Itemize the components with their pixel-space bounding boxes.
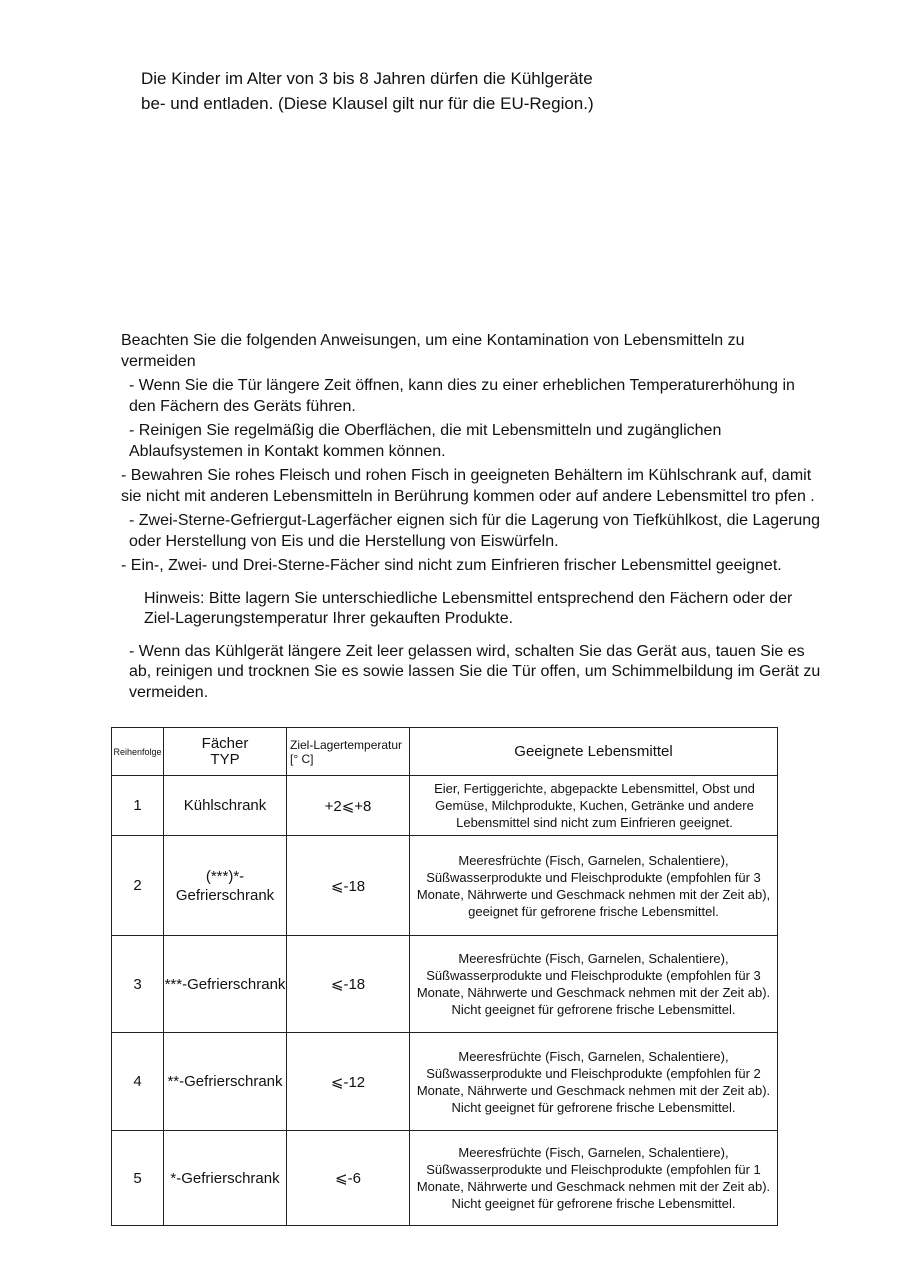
notes-heading: Beachten Sie die folgenden Anweisungen, um eine Kontamination von Lebensmitteln zu vermeiden [121,332,745,370]
row-type: Kühlschrank [164,776,287,836]
row-food: Meeresfrüchte (Fisch, Garnelen, Schalentiere), Süßwasserprodukte und Fleischprodukte (empfohlen für 2 Monate, Nährwerte und Geschmack nehmen mit der Zeit ab). Nicht geeignet für gefrorene frische Lebensmittel. [410,1033,778,1131]
note-item: - Wenn das Kühlgerät längere Zeit leer gelassen wird, schalten Sie das Gerät aus, tauen Sie es ab, reinigen und trocknen Sie es sowie lassen Sie die Tür offen, um Schimmelbildung im Gerät zu vermeiden. [129,642,821,701]
row-temperature: ⩽-6 [287,1131,410,1226]
row-food: Meeresfrüchte (Fisch, Garnelen, Schalentiere), Süßwasserprodukte und Fleischprodukte (empfohlen für 3 Monate, Nährwerte und Geschmack nehmen mit der Zeit ab). Nicht geeignet für gefrorene frische Lebensmittel. [410,936,778,1033]
table-row [112,1131,778,1226]
note-item: - Zwei-Sterne-Gefriergut-Lagerfächer eignen sich für die Lagerung von Tiefkühlkost, die Lagerung oder Herstellung von Eis und die Herstellung von Eiswürfeln. [129,512,821,550]
intro-line: be- und entladen. (Diese Klausel gilt nur für die EU-Region.) [141,94,594,113]
note-item: - Reinigen Sie regelmäßig die Oberflächen, die mit Lebensmitteln und zugänglichen Ablaufsystemen in Kontakt kommen können. [129,422,722,460]
row-number: 2 [112,836,164,936]
table-row [112,1033,778,1131]
header-food: Geeignete Lebensmittel [410,728,778,776]
header-temperature [287,728,410,776]
row-number: 5 [112,1131,164,1226]
row-temperature: +2⩽+8 [287,776,410,836]
header-type [164,728,287,776]
row-type: ***-Gefrierschrank [164,936,287,1033]
row-temperature: ⩽-18 [287,936,410,1033]
row-temperature: ⩽-18 [287,836,410,936]
row-number: 4 [112,1033,164,1131]
row-type: **-Gefrierschrank [164,1033,287,1131]
row-type [164,836,287,936]
header-sequence: Reihenfolge [112,728,164,776]
row-temperature: ⩽-12 [287,1033,410,1131]
row-food: Meeresfrüchte (Fisch, Garnelen, Schalentiere), Süßwasserprodukte und Fleischprodukte (empfohlen für 3 Monate, Nährwerte und Geschmack nehmen mit der Zeit ab), geeignet für gefrorene frische Lebensmittel. [410,836,778,936]
contamination-notes [121,331,821,707]
row-number: 1 [112,776,164,836]
row-food: Eier, Fertiggerichte, abgepackte Lebensmittel, Obst und Gemüse, Milchprodukte, Kuchen, Getränke und andere Lebensmittel sind nicht zum Einfrieren geeignet. [410,776,778,836]
header-type-line: TYP [210,750,240,768]
row-food: Meeresfrüchte (Fisch, Garnelen, Schalentiere), Süßwasserprodukte und Fleischprodukte (empfohlen für 1 Monate, Nährwerte und Geschmack nehmen mit der Zeit ab). Nicht geeignet für gefrorene frische Lebensmittel. [410,1131,778,1226]
table-row [112,776,778,836]
table-row [112,836,778,936]
note-hint: Hinweis: Bitte lagern Sie unterschiedliche Lebensmittel entsprechend den Fächern oder der Ziel-Lagerungstemperatur Ihrer gekauften Produkte. [144,589,793,627]
intro-text [141,66,701,116]
row-type-line: (***)*- [205,867,245,885]
note-item: - Bewahren Sie rohes Fleisch und rohen Fisch in geeigneten Behältern im Kühlschrank auf, damit sie nicht mit anderen Lebensmitteln in Berührung kommen oder auf andere Lebensmittel tro pfen . [121,467,815,505]
table-header-row [112,728,778,776]
table-row [112,936,778,1033]
header-temp-line: Ziel-Lagertemperatur [290,737,403,752]
header-temp-line: [° C] [290,751,314,766]
note-item: - Ein-, Zwei- und Drei-Sterne-Fächer sind nicht zum Einfrieren frischer Lebensmittel geeignet. [121,557,782,574]
header-type-line: Fächer [201,734,249,752]
row-type: *-Gefrierschrank [164,1131,287,1226]
row-number: 3 [112,936,164,1033]
row-type-line: Gefrierschrank [175,886,275,904]
storage-table [111,727,778,1226]
note-item: - Wenn Sie die Tür längere Zeit öffnen, kann dies zu einer erheblichen Temperaturerhöhung in den Fächern des Geräts führen. [129,377,795,415]
intro-line: Die Kinder im Alter von 3 bis 8 Jahren dürfen die Kühlgeräte [141,69,593,88]
